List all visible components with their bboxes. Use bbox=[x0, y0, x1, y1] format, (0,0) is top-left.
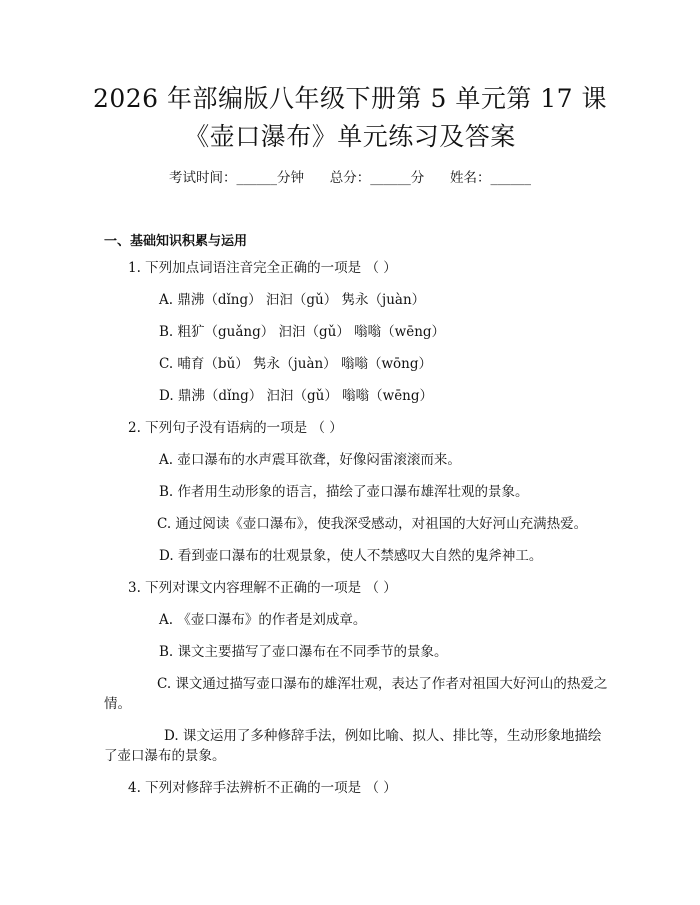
question-2-option-c: C. 通过阅读《壶口瀑布》，使我深受感动，对祖国的大好河山充满热爱。 bbox=[157, 516, 588, 532]
exam-info-line: 考试时间：______分钟 总分：______分 姓名：______ bbox=[169, 170, 531, 186]
question-4-stem: 4. 下列对修辞手法辨析不正确的一项是 （ ） bbox=[128, 780, 397, 796]
question-2-option-d: D. 看到壶口瀑布的壮观景象，使人不禁感叹大自然的鬼斧神工。 bbox=[159, 548, 543, 564]
question-1-option-d: D. 鼎沸（dǐng） 汩汩（gǔ） 嗡嗡（wēng） bbox=[159, 388, 434, 404]
question-3-option-c: C. 课文通过描写壶口瀑布的雄浑壮观，表达了作者对祖国大好河山的热爱之情。 bbox=[104, 676, 608, 712]
question-3-stem: 3. 下列对课文内容理解不正确的一项是 （ ） bbox=[128, 580, 397, 596]
section-heading: 一、基础知识积累与运用 bbox=[104, 234, 248, 249]
question-1-option-c: C. 哺育（bǔ） 隽永（juàn） 嗡嗡（wōng） bbox=[159, 356, 432, 372]
title-line-1: 2026 年部编版八年级下册第 5 单元第 17 课 bbox=[92, 84, 608, 113]
question-1-option-b: B. 粗犷（guǎng） 汩汩（gǔ） 嗡嗡（wēng） bbox=[159, 324, 446, 340]
title-line-2: 《壶口瀑布》单元练习及答案 bbox=[184, 122, 516, 151]
question-2-option-a: A. 壶口瀑布的水声震耳欲聋，好像闷雷滚滚而来。 bbox=[159, 452, 461, 468]
question-3-option-b: B. 课文主要描写了壶口瀑布在不同季节的景象。 bbox=[159, 644, 448, 660]
question-2-option-b: B. 作者用生动形象的语言，描绘了壶口瀑布雄浑壮观的景象。 bbox=[159, 484, 529, 500]
document-title bbox=[0, 80, 700, 156]
question-list bbox=[104, 258, 609, 810]
question-3-option-d: D. 课文运用了多种修辞手法，例如比喻、拟人、排比等，生动形象地描绘了壶口瀑布的景象。 bbox=[104, 728, 602, 764]
question-2-stem: 2. 下列句子没有语病的一项是 （ ） bbox=[128, 420, 343, 436]
question-3-option-a: A. 《壶口瀑布》的作者是刘成章。 bbox=[159, 612, 367, 628]
question-1-stem: 1. 下列加点词语注音完全正确的一项是 （ ） bbox=[128, 260, 397, 276]
question-1-option-a: A. 鼎沸（dǐng） 汩汩（gǔ） 隽永（juàn） bbox=[159, 292, 426, 308]
